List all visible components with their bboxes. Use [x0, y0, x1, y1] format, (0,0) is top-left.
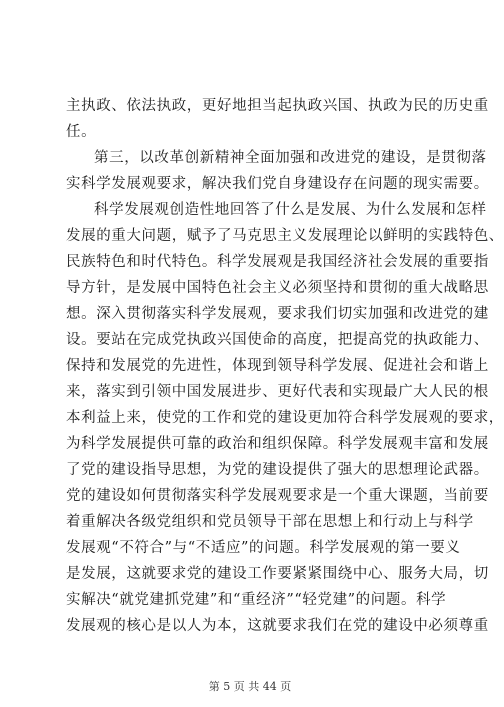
text-line: 导方针，是发展中国特色社会主义必须坚持和贯彻的重大战略思: [66, 280, 489, 296]
text-line: 了党的建设指导思想，为党的建设提供了强大的思想理论武器。: [66, 462, 489, 478]
text-line: 设。要站在完成党执政兴国使命的高度，把提高党的执政能力、: [66, 332, 489, 348]
text-line: 来，落实到引领中国发展进步、更好代表和实现最广大人民的根: [66, 384, 489, 400]
text-line: 为科学发展提供可靠的政治和组织保障。科学发展观丰富和发展: [66, 436, 489, 452]
text-line: 实解决“就党建抓党建”和“重经济”“轻党建”的问题。科学: [66, 592, 447, 608]
text-line: 主执政、依法执政，更好地担当起执政兴国、执政为民的历史重: [66, 98, 489, 114]
text-line: 科学发展观创造性地回答了什么是发展、为什么发展和怎样: [94, 202, 487, 218]
text-line: 实科学发展观要求，解决我们党自身建设存在问题的现实需要。: [66, 176, 489, 192]
text-line: 想。深入贯彻落实科学发展观，要求我们切实加强和改进党的建: [66, 306, 489, 322]
text-line: 党的建设如何贯彻落实科学发展观要求是一个重大课题，当前要: [66, 488, 489, 504]
text-line: 保持和发展党的先进性，体现到领导科学发展、促进社会和谐上: [66, 358, 489, 374]
text-line: 是发展，这就要求党的建设工作要紧紧围绕中心、服务大局，切: [66, 566, 489, 582]
text-line: 发展观“不符合”与“不适应”的问题。科学发展观的第一要义: [66, 540, 461, 556]
text-line: 本利益上来，使党的工作和党的建设更加符合科学发展观的要求，: [66, 410, 504, 426]
text-line: 发展观的核心是以人为本，这就要求我们在党的建设中必须尊重: [66, 618, 489, 634]
page-number-footer: 第 5 页 共 44 页: [208, 680, 292, 693]
text-line: 民族特色和时代特色。科学发展观是我国经济社会发展的重要指: [66, 254, 489, 270]
text-line: 发展的重大问题，赋予了马克思主义发展理论以鲜明的实践特色、: [66, 228, 504, 244]
text-line: 任。: [66, 124, 97, 140]
text-line: 着重解决各级党组织和党员领导干部在思想上和行动上与科学: [66, 514, 474, 530]
text-line: 第三，以改革创新精神全面加强和改进党的建设，是贯彻落: [94, 150, 487, 166]
body-text: [66, 93, 504, 639]
